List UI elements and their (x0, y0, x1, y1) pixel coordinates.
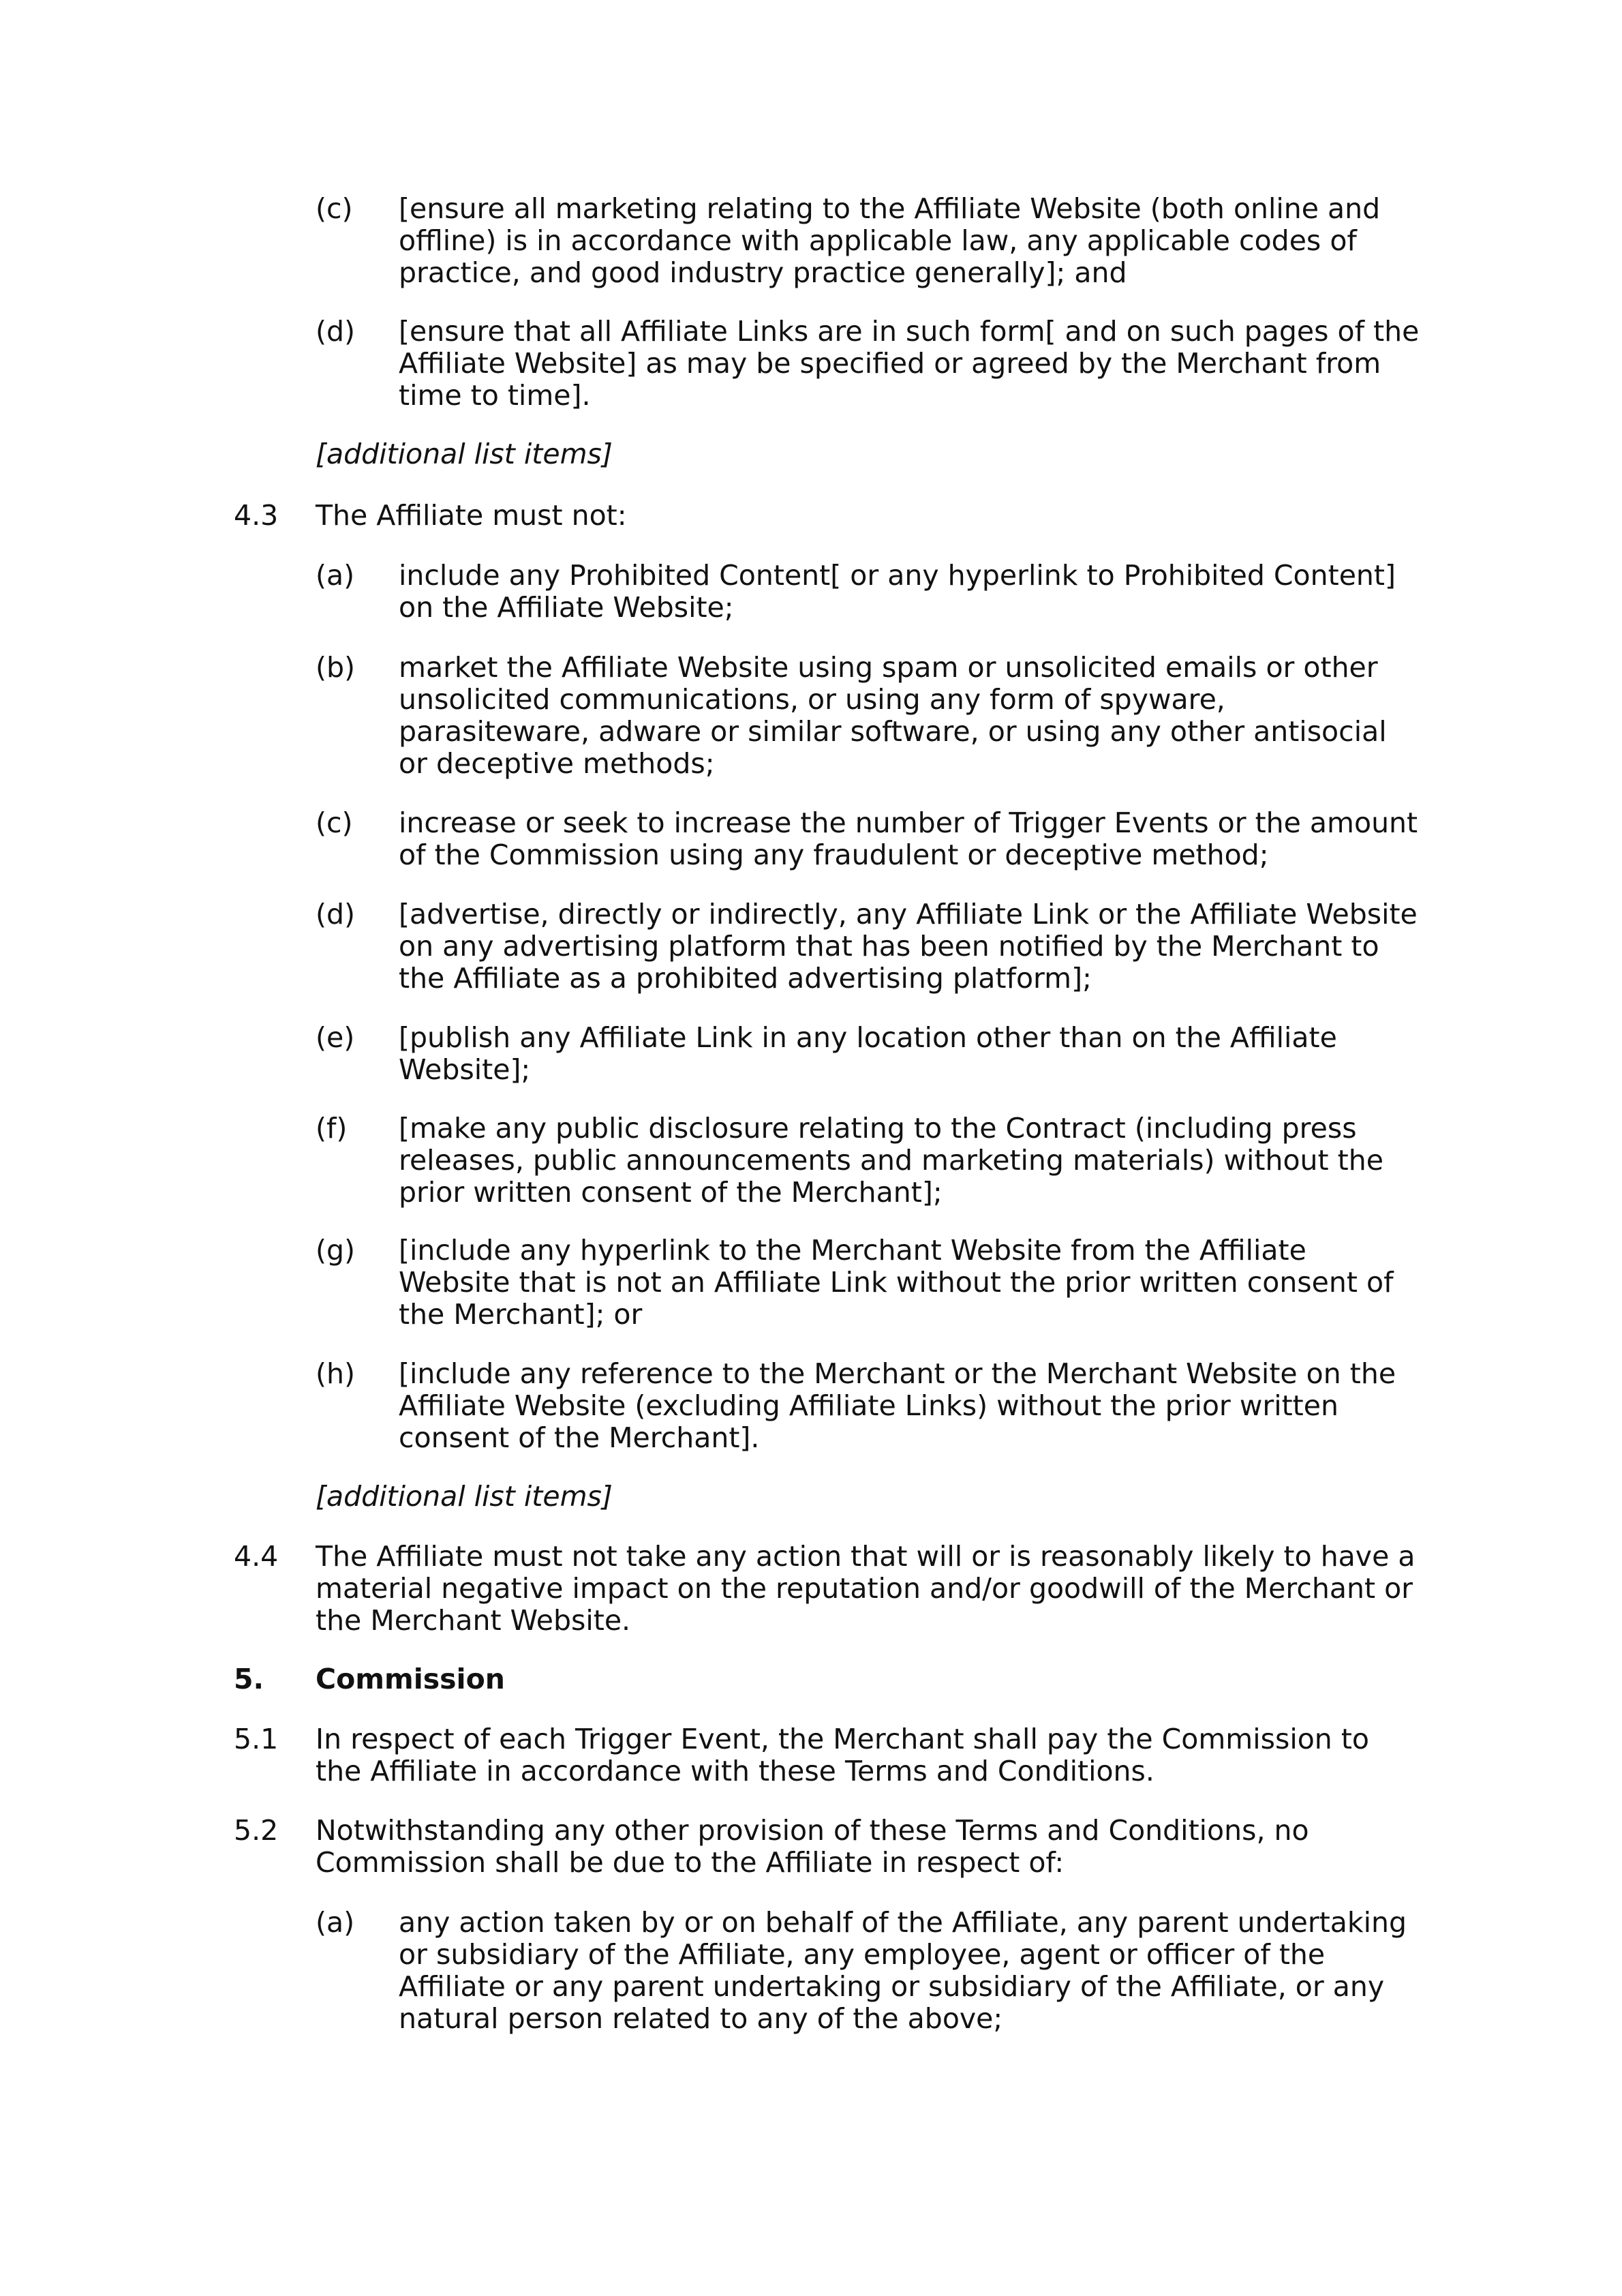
text-line: material negative impact on the reputation and/or goodwill of the Merchant or (316, 1572, 1413, 1605)
additional-list-items-note: [additional list items] (316, 1480, 613, 1513)
item-text (399, 560, 1396, 624)
clause-text (316, 1541, 1415, 1637)
text-line: of the Commission using any fraudulent or deceptive method; (399, 839, 1269, 871)
clause-number: 4.4 (234, 1540, 279, 1573)
section-number: 5. (234, 1663, 264, 1695)
clause-text (316, 1815, 1309, 1879)
text-line: [ensure that all Affiliate Links are in such form[ and on such pages of the (399, 315, 1420, 348)
item-number: (b) (316, 651, 356, 684)
item-number: (c) (316, 806, 353, 839)
text-line: Website]; (399, 1053, 531, 1086)
text-line: prior written consent of the Merchant]; (399, 1176, 943, 1209)
text-line: or deceptive methods; (399, 747, 715, 780)
clause-text (316, 1723, 1369, 1787)
item-number: (g) (316, 1234, 356, 1267)
item-text (399, 1235, 1394, 1331)
text-line: any action taken by or on behalf of the Affiliate, any parent undertaking (399, 1906, 1407, 1939)
item-text (399, 652, 1387, 780)
text-line: the Merchant Website. (316, 1604, 631, 1637)
text-line: on the Affiliate Website; (399, 591, 734, 624)
text-line: The Affiliate must not take any action that will or is reasonably likely to have a (316, 1540, 1416, 1573)
item-number: (c) (316, 192, 353, 225)
item-text (399, 1022, 1337, 1086)
clause-number: 5.2 (234, 1814, 279, 1847)
text-line: offline) is in accordance with applicable law, any applicable codes of (399, 224, 1357, 257)
text-line: Website that is not an Affiliate Link without the prior written consent of (399, 1266, 1394, 1299)
item-number: (f) (316, 1112, 348, 1145)
item-number: (a) (316, 1906, 355, 1939)
text-line: the Affiliate in accordance with these Terms and Conditions. (316, 1755, 1154, 1787)
section-title: Commission (316, 1663, 505, 1695)
text-line: time to time]. (399, 379, 591, 412)
text-line: Notwithstanding any other provision of these Terms and Conditions, no (316, 1814, 1309, 1847)
item-text (399, 1113, 1383, 1209)
text-line: unsolicited communications, or using any form of spyware, (399, 683, 1225, 716)
text-line: market the Affiliate Website using spam or unsolicited emails or other (399, 651, 1378, 684)
clause-number: 4.3 (234, 499, 279, 532)
text-line: [include any hyperlink to the Merchant Website from the Affiliate (399, 1234, 1306, 1267)
item-text (399, 316, 1419, 412)
item-text (399, 1358, 1396, 1454)
text-line: consent of the Merchant]. (399, 1421, 760, 1454)
clause-number: 5.1 (234, 1723, 279, 1755)
text-line: the Merchant]; or (399, 1298, 643, 1331)
text-line: [publish any Affiliate Link in any location other than on the Affiliate (399, 1021, 1337, 1054)
text-line: include any Prohibited Content[ or any hyperlink to Prohibited Content] (399, 559, 1396, 592)
text-line: releases, public announcements and marketing materials) without the (399, 1144, 1383, 1177)
text-line: the Affiliate as a prohibited advertising platform]; (399, 962, 1092, 995)
clause-text: The Affiliate must not: (316, 499, 627, 532)
text-line: [ensure all marketing relating to the Affiliate Website (both online and (399, 192, 1381, 225)
item-number: (e) (316, 1021, 355, 1054)
item-text (399, 898, 1418, 995)
text-line: natural person related to any of the above; (399, 2002, 1003, 2035)
item-number: (a) (316, 559, 355, 592)
item-number: (d) (316, 898, 356, 931)
item-number: (h) (316, 1357, 355, 1390)
text-line: on any advertising platform that has been notified by the Merchant to (399, 930, 1379, 963)
text-line: [make any public disclosure relating to the Contract (including press (399, 1112, 1357, 1145)
text-line: [advertise, directly or indirectly, any Affiliate Link or the Affiliate Website (399, 898, 1418, 931)
text-line: increase or seek to increase the number of Trigger Events or the amount (399, 806, 1418, 839)
text-line: practice, and good industry practice generally]; and (399, 256, 1127, 289)
text-line: Affiliate Website] as may be specified or agreed by the Merchant from (399, 347, 1381, 380)
item-text (399, 807, 1418, 871)
item-number: (d) (316, 315, 356, 348)
text-line: Affiliate or any parent undertaking or subsidiary of the Affiliate, or any (399, 1970, 1385, 2003)
text-line: Commission shall be due to the Affiliate in respect of: (316, 1846, 1065, 1879)
item-text (399, 1907, 1407, 2035)
item-text (399, 193, 1380, 289)
text-line: or subsidiary of the Affiliate, any employee, agent or officer of the (399, 1938, 1326, 1971)
text-line: parasiteware, adware or similar software, or using any other antisocial (399, 715, 1387, 748)
text-line: [include any reference to the Merchant or the Merchant Website on the (399, 1357, 1396, 1390)
text-line: Affiliate Website (excluding Affiliate Links) without the prior written (399, 1389, 1338, 1422)
text-line: In respect of each Trigger Event, the Merchant shall pay the Commission to (316, 1723, 1369, 1755)
additional-list-items-note: [additional list items] (316, 438, 613, 470)
